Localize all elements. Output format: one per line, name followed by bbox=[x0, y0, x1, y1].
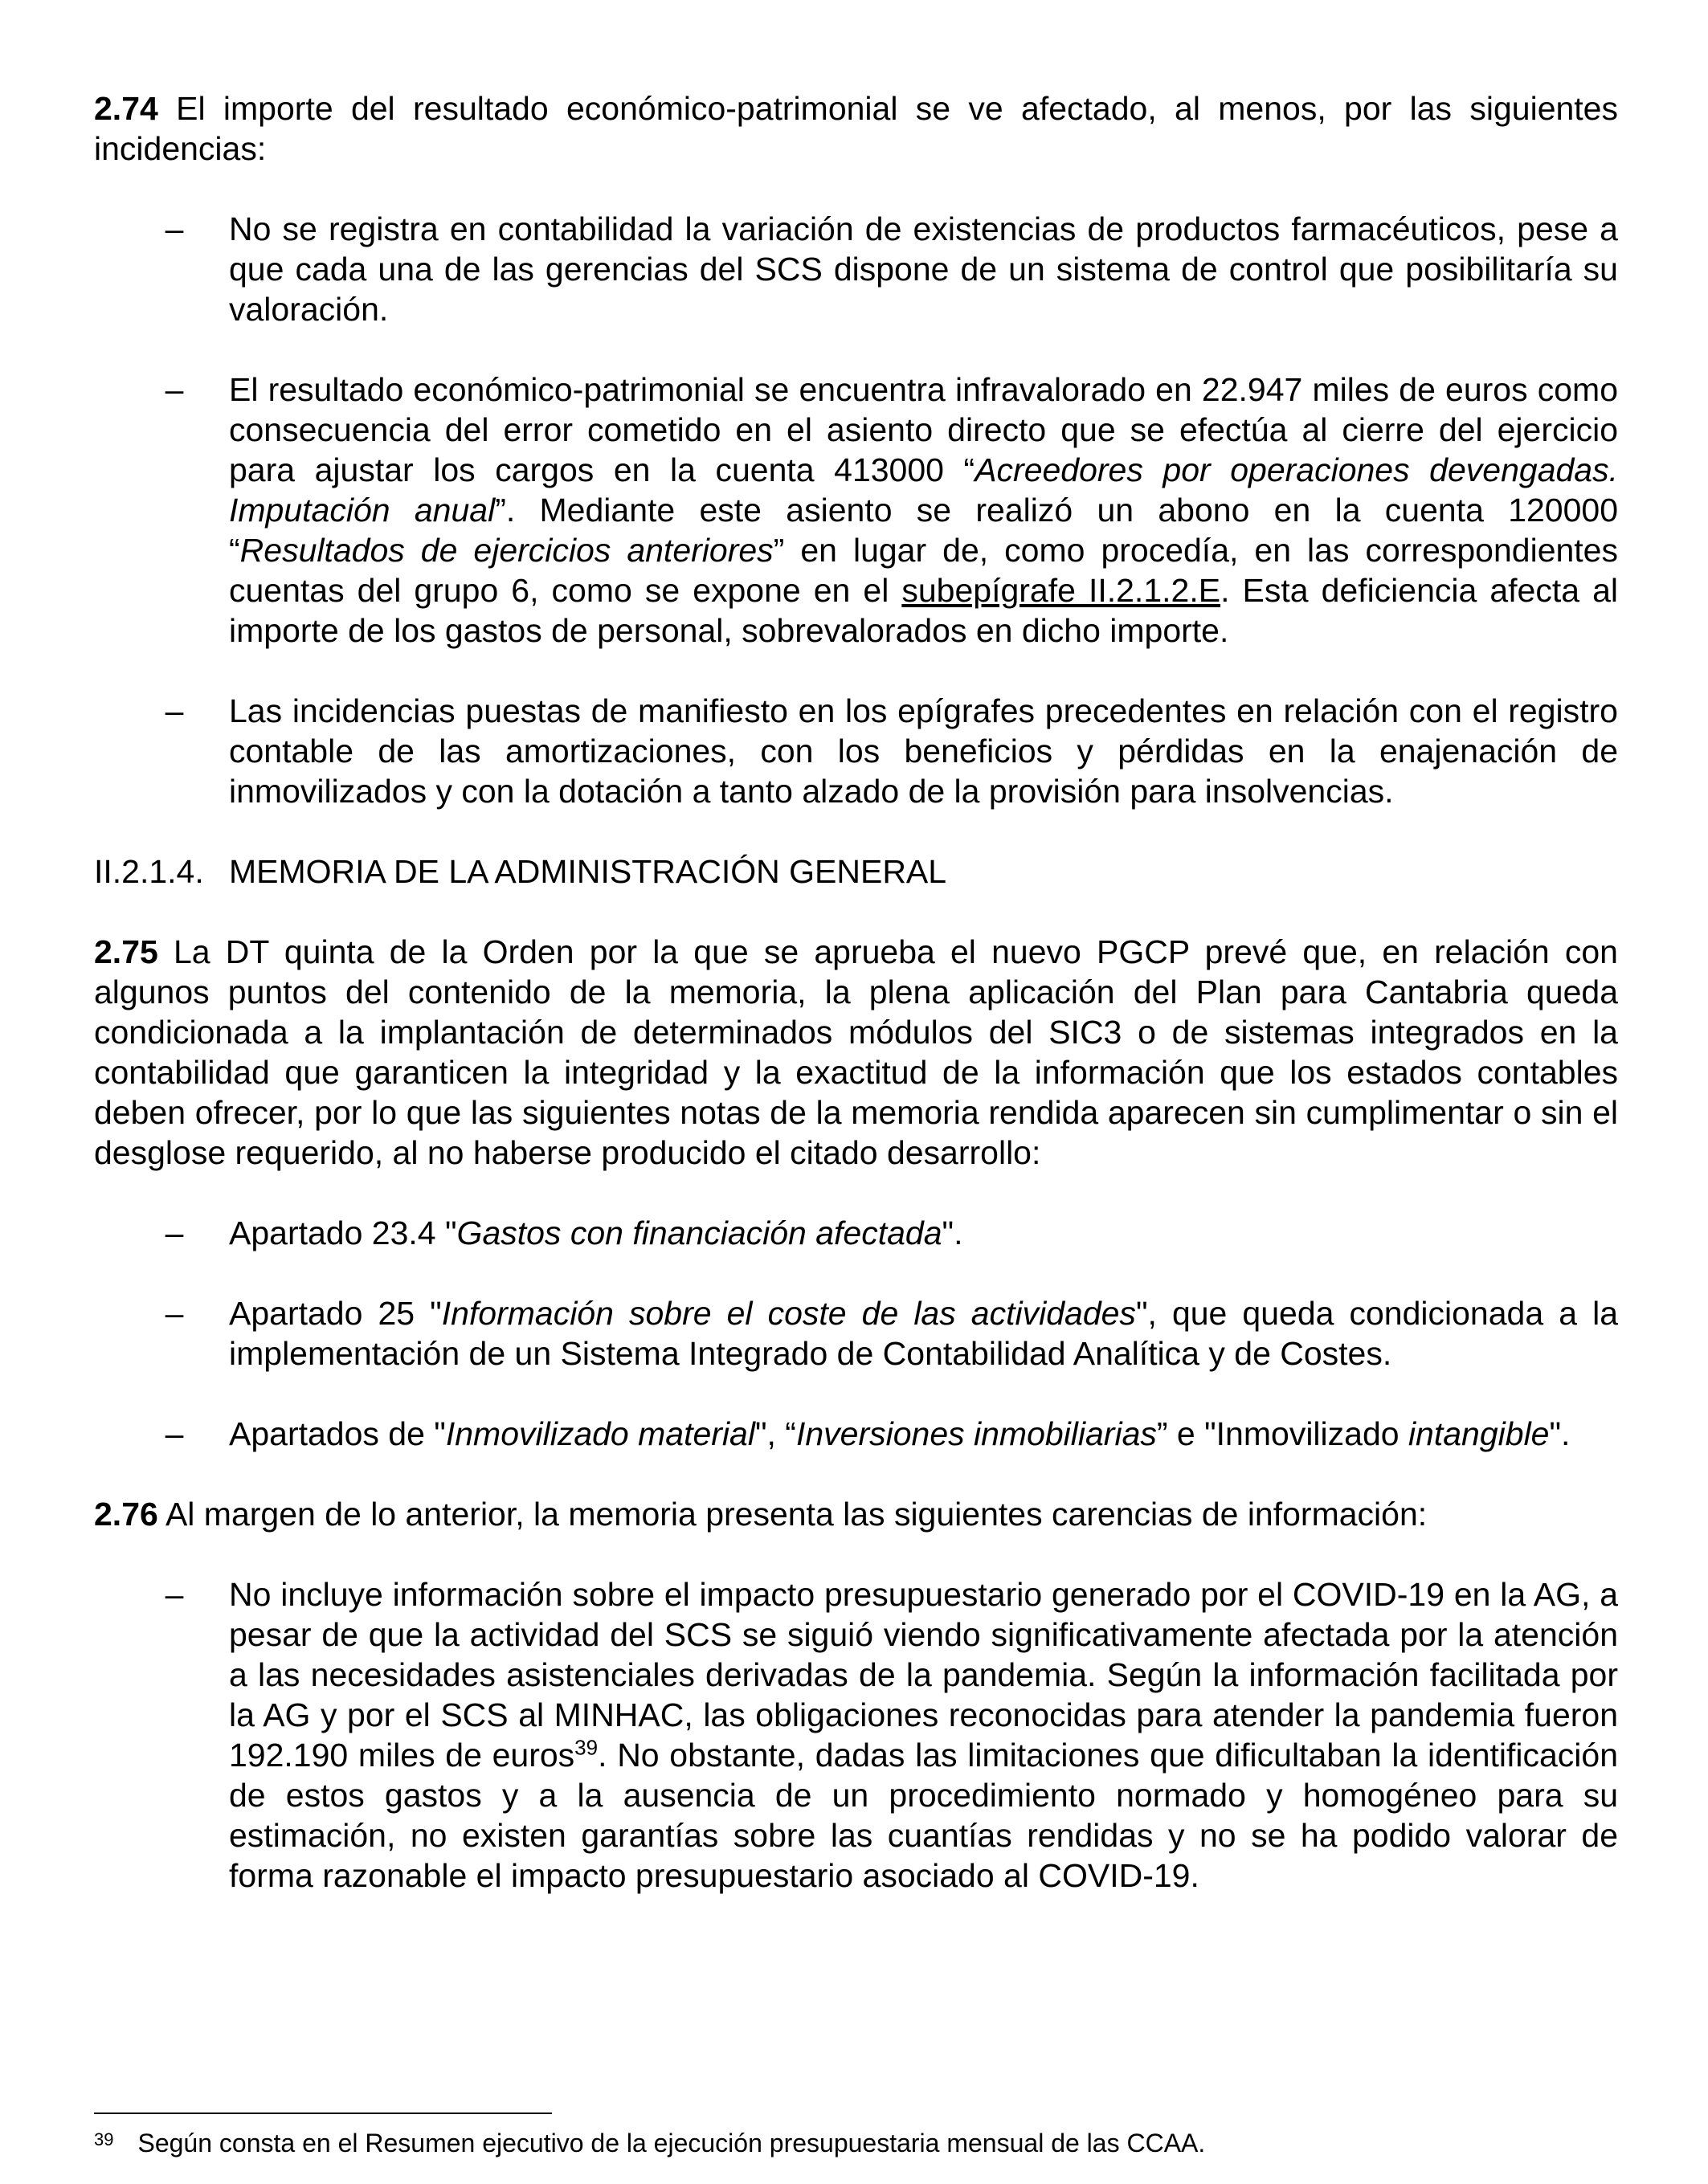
document-page bbox=[94, 88, 1618, 1896]
dash-bullet: – bbox=[165, 371, 184, 408]
dash-bullet: – bbox=[165, 1214, 184, 1251]
dash-bullet: – bbox=[165, 1576, 184, 1613]
paragraph-number: 2.74 bbox=[94, 90, 158, 127]
footnote: $^{39}$ Según consta en el Resumen ejecutivo de la ejecución presupuestaria mensual de las CCAA. bbox=[94, 2129, 1206, 2157]
paragraph-2-75: 2.75 La DT quinta de la Orden por la que se aprueba el nuevo PGCP prevé que, en relación con algunos puntos del contenido de la memoria, la plena aplicación del Plan para Cantabria queda condicionada a la implantación de determinados módulos del SIC3 o de sistemas integrados en la contabilidad que garanticen la integridad y la exactitud de la información que los estados contables deben ofrecer, por lo que las siguientes notas de la memoria rendida aparecen sin cumplimentar o sin el desglose requerido, al no haberse producido el citado desarrollo: bbox=[94, 933, 1618, 1171]
paragraph-number: 2.76 bbox=[94, 1496, 158, 1533]
dash-bullet: – bbox=[165, 210, 184, 247]
list-item: – Apartados de "Inmovilizado material", “Inversiones inmobiliarias” e "Inmovilizado intangible". bbox=[94, 1414, 1618, 1454]
dash-bullet: – bbox=[165, 1415, 184, 1452]
footnote-reference[interactable]: 39 bbox=[574, 1735, 599, 1760]
list-item: – Las incidencias puestas de manifiesto en los epígrafes precedentes en relación con el registro contable de las amortizaciones, con los beneficios y pérdidas en la enajenación de inmovilizados y con la dotación a tanto alzado de la provisión para insolvencias. bbox=[94, 691, 1618, 811]
list-item: – No se registra en contabilidad la variación de existencias de productos farmacéuticos, pese a que cada una de las gerencias del SCS dispone de un sistema de control que posibilitaría su valoración. bbox=[94, 209, 1618, 329]
list-item: – El resultado económico-patrimonial se encuentra infravalorado en 22.947 miles de euros como consecuencia del error cometido en el asiento directo que se efectúa al cierre del ejercicio para ajustar los cargos en la cuenta 413000 “Acreedores por operaciones devengadas. Imputación anual”. Mediante este asiento se realizó un abono en la cuenta 120000 “Resultados de ejercicios anteriores” en lugar de, como procedía, en las correspondientes cuentas del grupo 6, como se expone en el subepígrafe II.2.1.2.E. Esta deficiencia afecta al importe de los gastos de personal, sobrevalorados en dicho importe. bbox=[94, 369, 1618, 651]
bullet-list-2-76 bbox=[94, 1574, 1618, 1896]
list-item: – Apartado 23.4 "Gastos con financiación afectada". bbox=[94, 1213, 1618, 1253]
bullet-list-2-74 bbox=[94, 209, 1618, 811]
footnote-number: 39 bbox=[94, 2129, 114, 2149]
section-heading: II.2.1.4. MEMORIA DE LA ADMINISTRACIÓN GENERAL bbox=[94, 853, 947, 890]
list-item: – No incluye información sobre el impacto presupuestario generado por el COVID-19 en la AG, a pesar de que la actividad del SCS se siguió viendo significativamente afectada por la atención a las necesidades asistenciales derivadas de la pandemia. Según la información facilitada por la AG y por el SCS al MINHAC, las obligaciones reconocidas para atender la pandemia fueron 192.190 miles de euros$^{39}$. No obstante, dadas las limitaciones que dificultaban la identificación de estos gastos y a la ausencia de un procedimiento normado y homogéneo para su estimación, no existen garantías sobre las cuantías rendidas y no se ha podido valorar de forma razonable el impacto presupuestario asociado al COVID-19. bbox=[94, 1574, 1618, 1896]
footnote-separator bbox=[94, 2113, 552, 2114]
bullet-list-2-75 bbox=[94, 1213, 1618, 1454]
paragraph-number: 2.75 bbox=[94, 933, 158, 970]
dash-bullet: – bbox=[165, 1295, 184, 1332]
list-item: – Apartado 25 "Información sobre el coste de las actividades", que queda condicionada a la implementación de un Sistema Integrado de Contabilidad Analítica y de Costes. bbox=[94, 1293, 1618, 1374]
paragraph-2-74: 2.74 El importe del resultado económico-patrimonial se ve afectado, al menos, por las siguientes incidencias: bbox=[94, 90, 1618, 167]
subepigrafe-link[interactable]: subepígrafe II.2.1.2.E bbox=[901, 572, 1221, 609]
dash-bullet: – bbox=[165, 692, 184, 729]
paragraph-2-76: 2.76 Al margen de lo anterior, la memoria presenta las siguientes carencias de información: bbox=[94, 1496, 1428, 1533]
